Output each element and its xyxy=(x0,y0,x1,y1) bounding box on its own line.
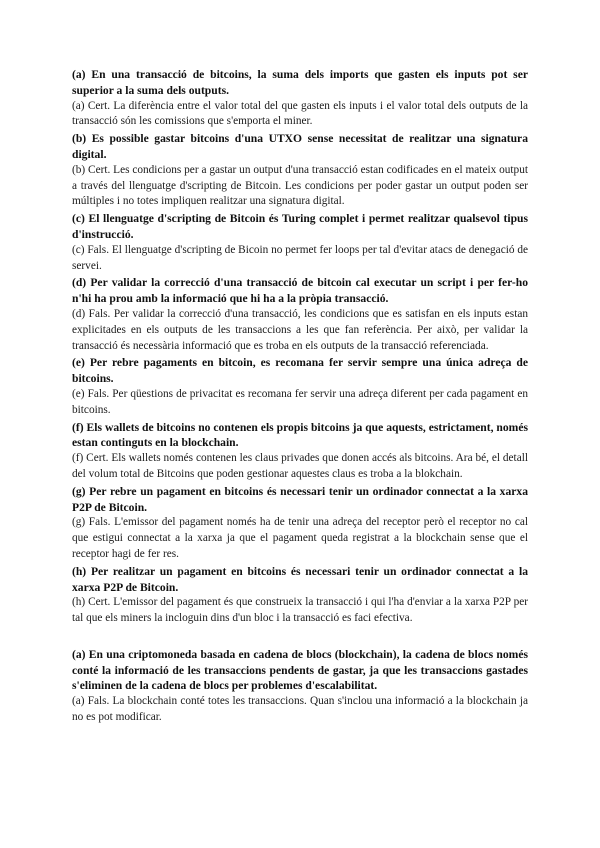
answer-a: (a) Cert. La diferència entre el valor total del que gasten els inputs i el valor total dels outputs de la transacció són les comissions que s'emporta el miner. xyxy=(72,99,528,128)
answer-d: (d) Fals. Per validar la correcció d'una transacció, les condicions que es satisfan en els inputs estan explicitades en els outputs de les transaccions a les que fan referència. Per això, per validar la transacció és necessària informació que es troba en els outputs de la transacció referenciada. xyxy=(72,307,528,352)
section-gap xyxy=(72,628,528,647)
second-section-answer: (a) Fals. La blockchain conté totes les transaccions. Quan s'inclou una informació a la blockchain ja no es pot modificar. xyxy=(72,695,528,724)
question-e: (e) Per rebre pagaments en bitcoin, es recomana fer servir sempre una única adreça de bitcoins. xyxy=(72,356,528,386)
answer-b: (b) Cert. Les condicions per a gastar un output d'una transacció estan codificades en el mateix output a través del llenguatge d'scripting de Bitcoin. Les condicions per poder gastar un output poden ser múltiples i no totes impliquen realitzar una signatura digital. xyxy=(72,163,528,208)
document-page xyxy=(72,67,528,727)
question-a: (a) En una transacció de bitcoins, la suma dels imports que gasten els inputs pot ser superior a la suma dels outputs. xyxy=(72,68,528,97)
answer-f: (f) Cert. Els wallets només contenen les claus privades que donen accés als bitcoins. Ara bé, el detall del volum total de Bitcoins que poden gestionar aquestes claus es troba a la blokchain. xyxy=(72,452,528,480)
answer-g: (g) Fals. L'emissor del pagament només ha de tenir una adreça del receptor però el receptor no cal que estigui connectat a la xarxa ja que el pagament queda registrat a la blockchain sense que el receptor hagi de fer res. xyxy=(72,516,528,560)
answer-e: (e) Fals. Per qüestions de privacitat es recomana fer servir una adreça diferent per cada pagament en bitcoins. xyxy=(72,387,528,416)
question-d: (d) Per validar la correcció d'una transacció de bitcoin cal executar un script i per fer-ho n'hi ha prou amb la informació que hi ha a la pròpia transacció. xyxy=(72,276,528,306)
answer-c: (c) Fals. El llenguatge d'scripting de Bicoin no permet fer loops per tal d'evitar atacs de denegació de servei. xyxy=(72,243,528,272)
answer-h: (h) Cert. L'emissor del pagament és que construeix la transacció i qui l'ha d'enviar a la xarxa P2P per tal que els miners la incloguin dins d'un bloc i la transacció es faci efectiva. xyxy=(72,596,528,625)
second-section-question: (a) En una criptomoneda basada en cadena de blocs (blockchain), la cadena de blocs només conté la informació de les transaccions pendents de gastar, ja que les transaccions gastades s'eliminen de la cadena de blocs per problemes d'escalabilitat. xyxy=(72,647,528,693)
question-h: (h) Per realitzar un pagament en bitcoins és necessari tenir un ordinador connectat a la xarxa P2P de Bitcoin. xyxy=(72,564,528,594)
question-c: (c) El llenguatge d'scripting de Bitcoin és Turing complet i permet realitzar qualsevol tipus d'instrucció. xyxy=(72,212,528,241)
question-f: (f) Els wallets de bitcoins no contenen els propis bitcoins ja que aquests, estrictament, només estan continguts en la blockchain. xyxy=(72,420,528,450)
question-b: (b) Es possible gastar bitcoins d'una UTXO sense necessitat de realitzar una signatura digital. xyxy=(72,132,528,161)
question-g: (g) Per rebre un pagament en bitcoins és necessari tenir un ordinador connectat a la xarxa P2P de Bitcoin. xyxy=(72,484,528,514)
